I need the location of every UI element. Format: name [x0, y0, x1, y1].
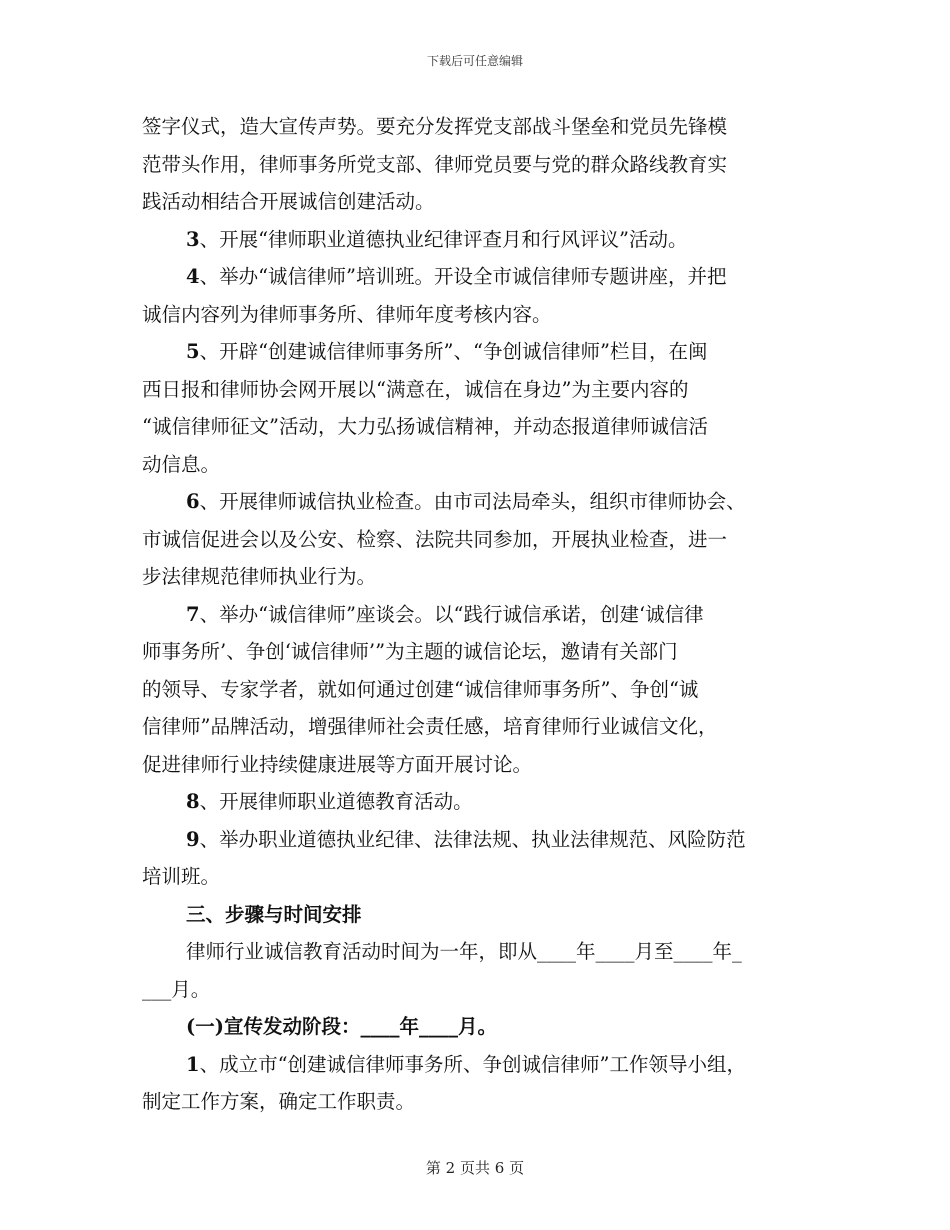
page-footer: 第 2 页共 6 页: [425, 1159, 525, 1177]
paragraph-line: 律师行业诚信教育活动时间为一年，即从____年____月至____年_: [186, 940, 742, 963]
paragraph-line: 践活动相结合开展诚信创建活动。: [142, 190, 435, 213]
list-item-6: 6、开展律师诚信执业检查。由市司法局牵头，组织市律师协会、: [186, 490, 746, 513]
list-item-3: 3、开展“律师职业道德执业纪律评查月和行风评议”活动。: [186, 227, 688, 251]
paragraph-line: 范带头作用，律师事务所党支部、律师党员要与党的群众路线教育实: [142, 152, 728, 176]
subsection-heading: (一)宣传发动阶段：____年____月。: [186, 1015, 497, 1038]
paragraph-line: 培训班。: [142, 865, 221, 888]
list-item-9: 9、举办职业道德执业纪律、法律法规、执业法律规范、风险防范: [186, 827, 746, 851]
item-number: 5: [186, 340, 200, 363]
paragraph-line: ___月。: [142, 977, 211, 1001]
item-number: 3: [186, 227, 200, 251]
paragraph-line: 制定工作方案，确定工作职责。: [142, 1090, 416, 1113]
item-number: 7: [186, 602, 200, 626]
paragraph-line: 师事务所’、争创‘诚信律师’”为主题的诚信论坛，邀请有关部门: [142, 640, 678, 663]
list-item-7: 7、举办“诚信律师”座谈会。以“践行诚信承诺，创建‘诚信律: [186, 602, 704, 626]
paragraph-line: 的领导、专家学者，就如何通过创建“诚信律师事务所”、争创“诚: [142, 677, 699, 701]
list-item-1: 1、成立市“创建诚信律师事务所、争创诚信律师”工作领导小组，: [186, 1052, 747, 1076]
page-header: 下载后可任意编辑: [426, 54, 523, 68]
paragraph-line: 促进律师行业持续健康进展等方面开展讨论。: [142, 752, 533, 776]
paragraph-line: 信律师”品牌活动，增强律师社会责任感，培育律师行业诚信文化，: [142, 715, 718, 738]
section-heading: 三、步骤与时间安排: [186, 902, 362, 926]
item-number: 1: [186, 1052, 200, 1076]
paragraph-line: 市诚信促进会以及公安、检察、法院共同参加，开展执业检查，进一: [142, 527, 728, 551]
item-number: 6: [186, 490, 200, 513]
paragraph-line: 诚信内容列为律师事务所、律师年度考核内容。: [142, 302, 552, 326]
list-item-5: 5、开辟“创建诚信律师事务所”、“争创诚信律师”栏目，在闽: [186, 340, 708, 363]
list-item-8: 8、开展律师职业道德教育活动。: [186, 790, 473, 813]
paragraph-line: 动信息。: [142, 452, 221, 476]
list-item-4: 4、举办“诚信律师”培训班。开设全市诚信律师专题讲座，并把: [186, 265, 727, 288]
item-number: 4: [186, 265, 200, 288]
item-number: 9: [186, 827, 200, 851]
paragraph-line: 签字仪式，造大宣传声势。要充分发挥党支部战斗堡垒和党员先锋模: [142, 115, 728, 138]
document-body: [142, 108, 810, 1121]
paragraph-line: 步法律规范律师执业行为。: [142, 565, 377, 588]
paragraph-line: 西日报和律师协会网开展以“满意在，诚信在身边”为主要内容的: [142, 377, 689, 401]
item-number: 8: [186, 790, 200, 813]
paragraph-line: “诚信律师征文”活动，大力弘扬诚信精神，并动态报道律师诚信活: [142, 415, 708, 438]
